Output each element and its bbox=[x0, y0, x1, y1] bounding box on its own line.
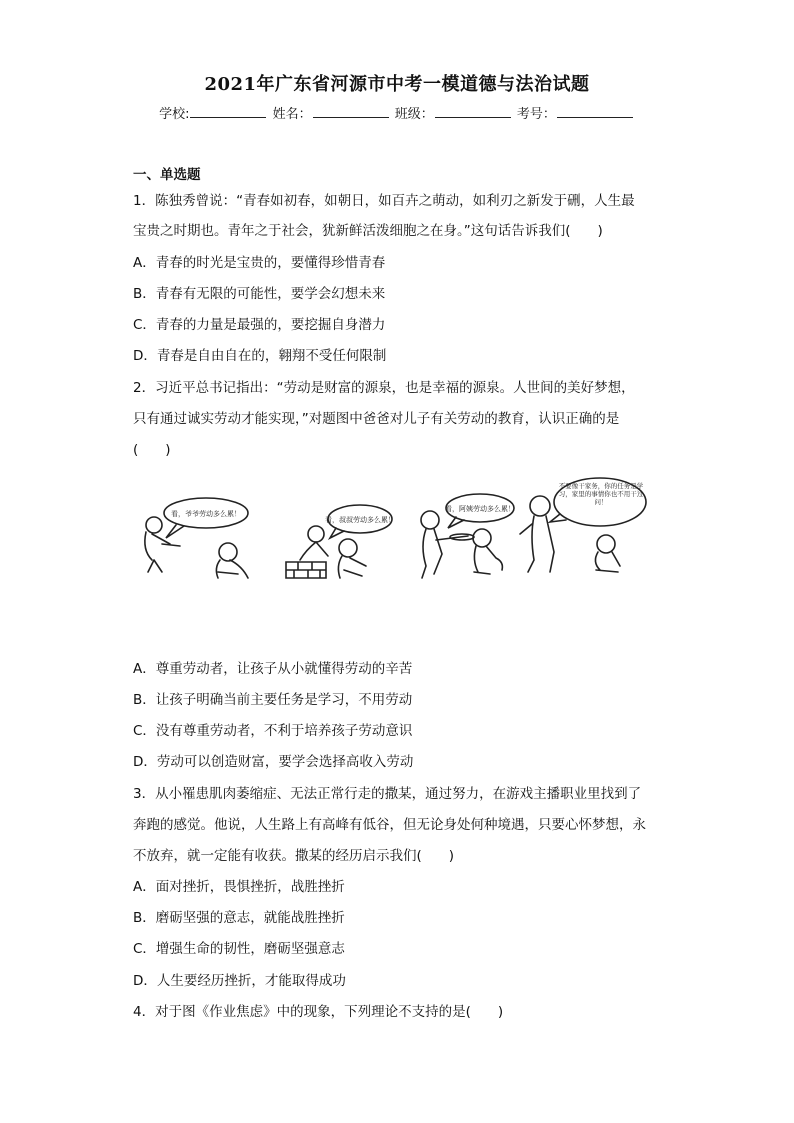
question-1-option-b: B．青春有无限的可能性，要学会幻想未来 bbox=[133, 286, 386, 302]
question-3-line-2: 奔跑的感觉。他说，人生路上有高峰有低谷，但无论身处何种境遇，只要心怀梦想，永 bbox=[133, 817, 646, 833]
info-label-name: 姓名： bbox=[272, 107, 312, 122]
section-heading: 一、单选题 bbox=[133, 167, 201, 183]
bubble-3-text: 看，阿姨劳动多么累！ bbox=[445, 505, 515, 513]
question-1-line-2: 宝贵之时期也。青年之于社会，犹新鲜活泼细胞之在身。”这句话告诉我们( ) bbox=[133, 223, 603, 239]
question-3-option-d: D．人生要经历挫折，才能取得成功 bbox=[133, 973, 346, 989]
question-2-option-a: A．尊重劳动者，让孩子从小就懂得劳动的辛苦 bbox=[133, 661, 413, 677]
question-3-line-1: 3．从小罹患肌肉萎缩症、无法正常行走的撒某，通过努力，在游戏主播职业里找到了 bbox=[133, 786, 642, 802]
question-2-line-1: 2．习近平总书记指出：“劳动是财富的源泉，也是幸福的源泉。人世间的美好梦想， bbox=[133, 380, 635, 396]
exam-number-blank[interactable] bbox=[557, 105, 633, 118]
question-3-option-c: C．增强生命的韧性，磨砺坚强意志 bbox=[133, 941, 345, 957]
question-1-option-a: A．青春的时光是宝贵的，要懂得珍惜青春 bbox=[133, 255, 386, 271]
info-label-class: 班级： bbox=[394, 107, 434, 122]
name-blank[interactable] bbox=[313, 105, 389, 118]
info-label-school: 学校: bbox=[159, 107, 190, 122]
question-2-option-b: B．让孩子明确当前主要任务是学习，不用劳动 bbox=[133, 692, 413, 708]
question-1-line-1: 1．陈独秀曾说：“青春如初春，如朝日，如百卉之萌动，如利刃之新发于硎，人生最 bbox=[133, 193, 635, 209]
student-info-row bbox=[0, 103, 794, 122]
school-blank[interactable] bbox=[190, 105, 266, 118]
bubble-1-text: 看，爷爷劳动多么累！ bbox=[171, 510, 241, 518]
question-2-cartoon bbox=[130, 462, 660, 587]
document-title: 2021年广东省河源市中考一模道德与法治试题 bbox=[204, 74, 590, 95]
question-2-option-d: D．劳动可以创造财富，要学会选择高收入劳动 bbox=[133, 754, 414, 770]
question-4-line-1: 4．对于图《作业焦虑》中的现象，下列理论不支持的是( ) bbox=[133, 1004, 504, 1020]
class-blank[interactable] bbox=[435, 105, 511, 118]
bubble-2-text: 看，叔叔劳动多么累！ bbox=[325, 516, 395, 524]
question-2-line-2: 只有通过诚实劳动才能实现，”对题图中爸爸对儿子有关劳动的教育，认识正确的是 bbox=[133, 411, 620, 427]
question-3-option-a: A．面对挫折，畏惧挫折，战胜挫折 bbox=[133, 879, 345, 895]
question-2-option-c: C．没有尊重劳动者，不利于培养孩子劳动意识 bbox=[133, 723, 413, 739]
question-2-line-3: ( ) bbox=[133, 442, 171, 458]
question-3-option-b: B．磨砺坚强的意志，就能战胜挫折 bbox=[133, 910, 345, 926]
question-1-option-c: C．青春的力量是最强的，要挖掘自身潜力 bbox=[133, 317, 386, 333]
question-3-line-3: 不放弃，就一定能有收获。撒某的经历启示我们( ) bbox=[133, 848, 455, 864]
question-1-option-d: D．青春是自由自在的，翱翔不受任何限制 bbox=[133, 348, 387, 364]
bubble-4-text: 不要像干家务，你的任务是学习，家里的事情你也不用干过问！ bbox=[558, 482, 644, 506]
info-label-exam-number: 考号： bbox=[516, 107, 556, 122]
